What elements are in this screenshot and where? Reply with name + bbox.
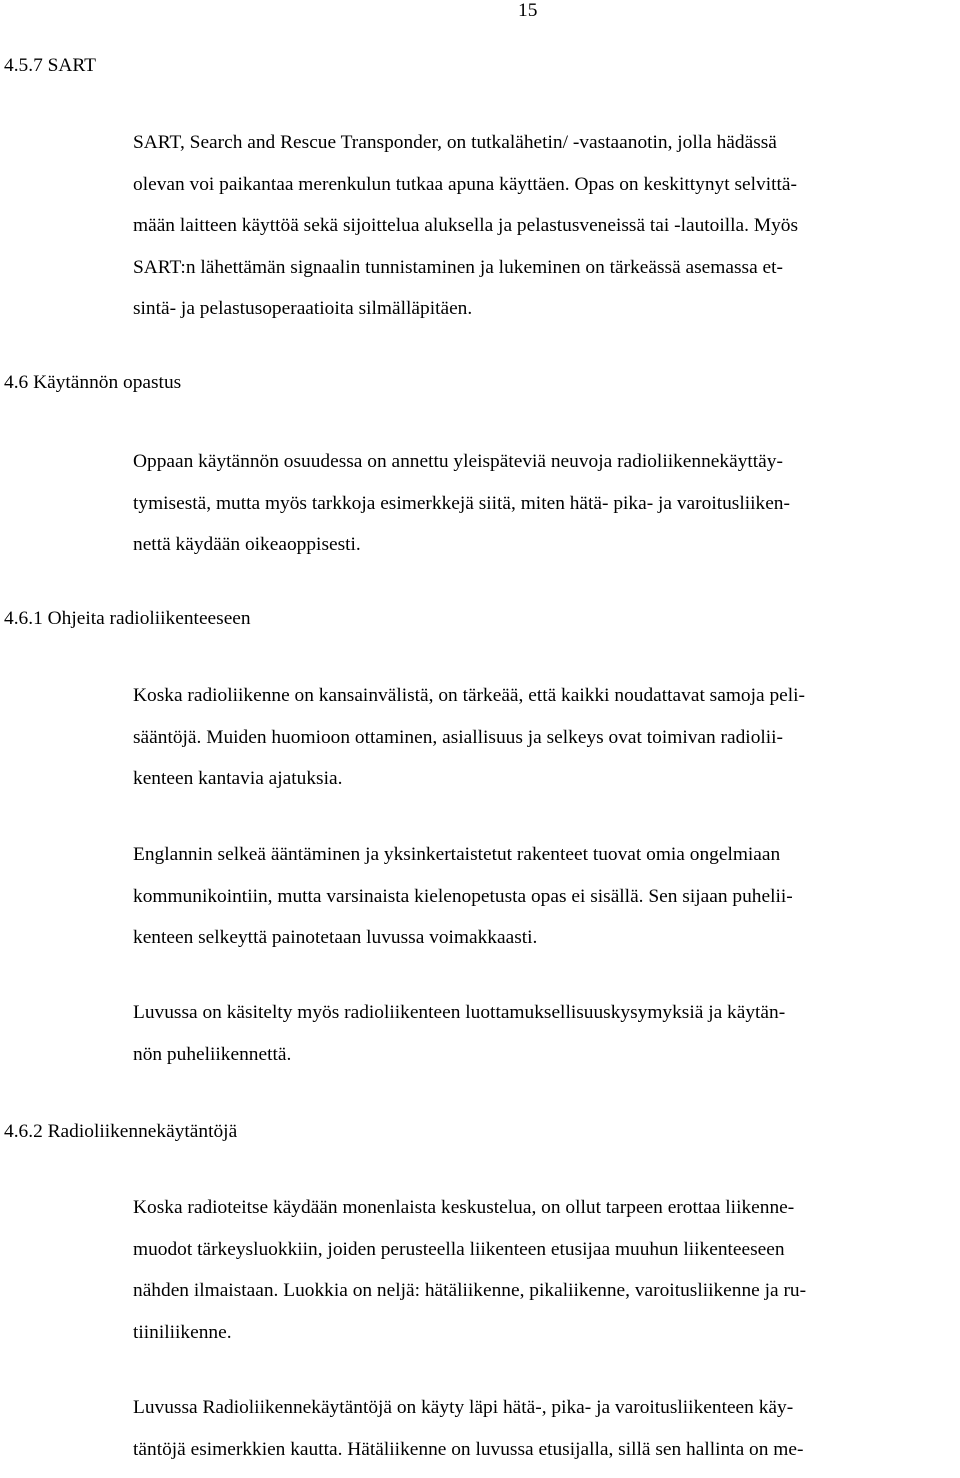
text-line: sääntöjä. Muiden huomioon ottaminen, asiallisuus ja selkeys ovat toimivan radiolii- — [133, 725, 933, 767]
paragraph-kaytannon-opastus — [133, 449, 933, 574]
paragraph-sart — [133, 130, 933, 338]
text-line: sintä- ja pelastusoperaatioita silmälläpitäen. — [133, 296, 933, 338]
text-line: kommunikointiin, mutta varsinaista kielenopetusta opas ei sisällä. Sen sijaan puhelii- — [133, 884, 933, 926]
text-line: kenteen selkeyttä painotetaan luvussa voimakkaasti. — [133, 925, 933, 967]
text-line: SART:n lähettämän signaalin tunnistaminen ja lukeminen on tärkeässä asemassa et- — [133, 255, 933, 297]
text-line: nettä käydään oikeaoppisesti. — [133, 532, 933, 574]
text-line: mään laitteen käyttöä sekä sijoittelua aluksella ja pelastusveneissä tai -lautoilla. Myös — [133, 213, 933, 255]
text-line: muodot tärkeysluokkiin, joiden perusteella liikenteen etusijaa muuhun liikenteeseen — [133, 1237, 933, 1279]
text-line: nön puheliikennettä. — [133, 1042, 933, 1084]
paragraph-radioliikenne-1 — [133, 683, 933, 808]
text-line: Koska radioteitse käydään monenlaista keskustelua, on ollut tarpeen erottaa liikenne- — [133, 1195, 933, 1237]
text-line: Englannin selkeä ääntäminen ja yksinkertaistetut rakenteet tuovat omia ongelmiaan — [133, 842, 933, 884]
text-line: Oppaan käytännön osuudessa on annettu yleispäteviä neuvoja radioliikennekäyttäy- — [133, 449, 933, 491]
text-line: SART, Search and Rescue Transponder, on tutkalähetin/ -vastaanotin, jolla hädässä — [133, 130, 933, 172]
section-heading-4-6-2: 4.6.2 Radioliikennekäytäntöjä — [4, 1119, 237, 1145]
text-line: tiiniliikenne. — [133, 1320, 933, 1362]
text-line: täntöjä esimerkkien kautta. Hätäliikenne on luvussa etusijalla, sillä sen hallinta on me- — [133, 1437, 933, 1478]
section-heading-4-5-7: 4.5.7 SART — [4, 53, 96, 79]
text-line: nähden ilmaistaan. Luokkia on neljä: hätäliikenne, pikaliikenne, varoitusliikenne ja ru- — [133, 1278, 933, 1320]
paragraph-kaytannot-1 — [133, 1195, 933, 1361]
text-line: tymisestä, mutta myös tarkkoja esimerkkejä siitä, miten hätä- pika- ja varoitusliiken- — [133, 491, 933, 533]
section-heading-4-6-1: 4.6.1 Ohjeita radioliikenteeseen — [4, 606, 251, 632]
text-line: kenteen kantavia ajatuksia. — [133, 766, 933, 808]
text-line: Koska radioliikenne on kansainvälistä, on tärkeää, että kaikki noudattavat samoja peli- — [133, 683, 933, 725]
text-line: Luvussa Radioliikennekäytäntöjä on käyty läpi hätä-, pika- ja varoitusliikenteen käy- — [133, 1395, 933, 1437]
page-number: 15 — [518, 0, 537, 24]
paragraph-radioliikenne-2 — [133, 842, 933, 967]
text-line: olevan voi paikantaa merenkulun tutkaa apuna käyttäen. Opas on keskittynyt selvittä- — [133, 172, 933, 214]
section-heading-4-6: 4.6 Käytännön opastus — [4, 370, 181, 396]
paragraph-radioliikenne-3 — [133, 1000, 933, 1083]
text-line: Luvussa on käsitelty myös radioliikenteen luottamuksellisuuskysymyksiä ja käytän- — [133, 1000, 933, 1042]
paragraph-kaytannot-2 — [133, 1395, 933, 1478]
